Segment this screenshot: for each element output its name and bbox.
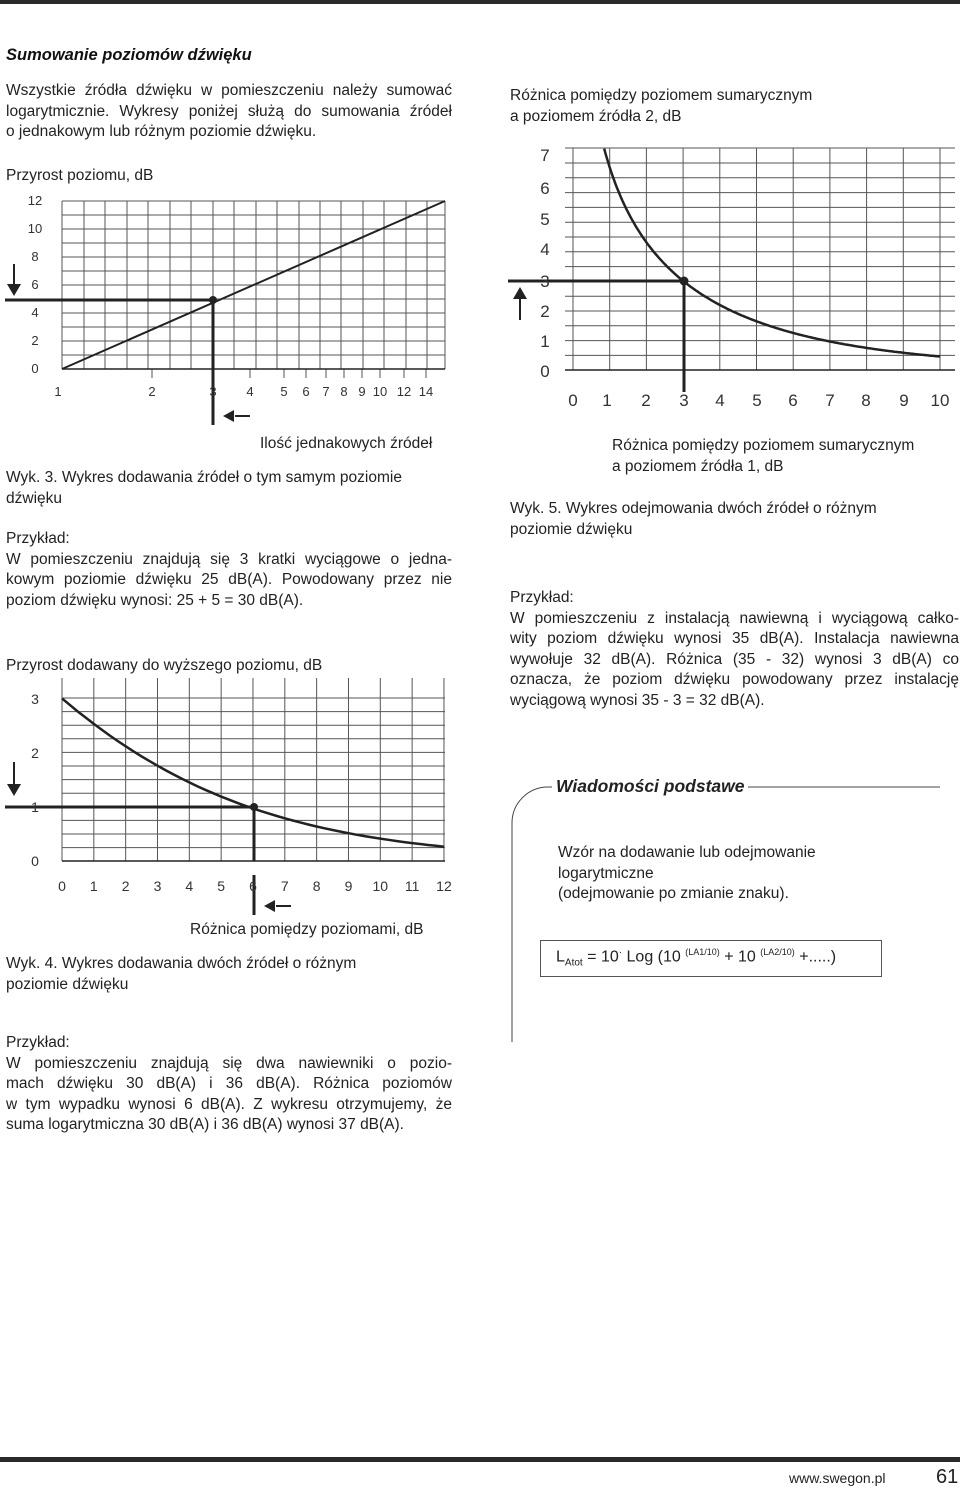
y-tick-label: 3 (31, 691, 39, 707)
top-rule (0, 0, 960, 4)
arrow-down-icon (7, 284, 21, 296)
chart3-graph (0, 185, 470, 450)
example-line: w tym wypadku wynosi 6 dB(A). Z wykresu otrzymujemy, że (6, 1095, 452, 1113)
bottom-rule (0, 1457, 960, 1462)
y-tick-label: 0 (540, 362, 550, 381)
y-tick-label: 8 (31, 249, 39, 264)
chart5-point (680, 277, 689, 286)
chart5-caption (510, 499, 960, 540)
x-tick-label: 0 (58, 878, 66, 894)
y-tick-label: 2 (540, 302, 550, 321)
xlabel-line: Różnica pomiędzy poziomem sumarycznym (612, 437, 915, 454)
y-tick-label: 1 (540, 332, 550, 351)
x-tick-label: 12 (396, 384, 412, 399)
x-tick-label: 2 (148, 384, 156, 399)
example-line: W pomieszczeniu z instalacją nawiewną i wyciągową całko- (510, 609, 959, 627)
caption-line: dźwięku (6, 489, 62, 507)
formula-subscript: Atot (564, 957, 583, 969)
x-tick-label: 0 (568, 391, 578, 410)
ylabel-line: Różnica pomiędzy poziomem sumarycznym (510, 87, 813, 104)
x-tick-label: 9 (344, 878, 353, 894)
y-tick-label: 0 (31, 853, 39, 869)
intro-line: Wszystkie źródła dźwięku w pomieszczeniu należy sumować (6, 82, 452, 99)
formula-part: +.....) (794, 948, 837, 966)
y-tick-label: 3 (540, 272, 550, 291)
y-tick-label: 4 (31, 305, 39, 320)
x-tick-label: 6 (788, 391, 798, 410)
x-tick-label: 4 (185, 878, 194, 894)
example-line: kowym poziomie dźwięku 25 dB(A). Powodowany przez nie (6, 571, 452, 588)
x-tick-label: 7 (825, 391, 835, 410)
intro-line: o jednakowym lub różnym poziomie dźwięku. (6, 123, 317, 140)
formula-part: + 10 (719, 948, 761, 966)
formula-part: Log (10 (622, 948, 686, 966)
chart3-xlabel: Ilość jednakowych źródeł (260, 435, 433, 452)
arrow-left-icon (223, 410, 234, 422)
y-tick-label: 6 (540, 179, 550, 198)
x-tick-label: 5 (280, 384, 288, 399)
y-tick-label: 4 (540, 240, 550, 259)
x-tick-label: 4 (715, 391, 725, 410)
chart5-ylabel (510, 86, 812, 127)
example-label: Przykład: (6, 1034, 70, 1051)
example-line: suma logarytmiczna 30 dB(A) i 36 dB(A) wynosi 37 dB(A). (6, 1116, 404, 1133)
x-tick-label: 3 (679, 391, 689, 410)
formula (556, 947, 836, 969)
x-tick-label: 1 (89, 878, 98, 894)
formula-part: L (556, 948, 565, 966)
intro-line: logarytmicznie. Wykresy poniżej służą do sumowania źródeł (6, 102, 452, 120)
example-line: W pomieszczeniu znajdują się dwa nawiewniki o pozio- (6, 1054, 452, 1072)
y-tick-label: 1 (31, 799, 39, 815)
x-tick-label: 10 (372, 384, 388, 399)
x-tick-label: 11 (404, 878, 420, 894)
y-tick-label: 2 (31, 745, 39, 761)
xlabel-line: a poziomem źródła 1, dB (612, 457, 784, 475)
example-label: Przykład: (6, 530, 70, 547)
chart4-xlabel: Różnica pomiędzy poziomami, dB (190, 921, 424, 938)
x-tick-label: 2 (641, 391, 651, 410)
chart3-caption (6, 468, 452, 509)
infobox-title: Wiadomości podstawe (552, 776, 748, 797)
example-label: Przykład: (510, 589, 574, 606)
x-tick-label: 4 (246, 384, 254, 399)
intro-paragraph (6, 81, 452, 143)
page-number: 61 (936, 1466, 959, 1488)
x-tick-label: 1 (54, 384, 62, 399)
x-tick-label: 3 (209, 384, 217, 399)
example1 (6, 529, 452, 611)
caption-line: poziomie dźwięku (510, 520, 633, 538)
example2 (6, 1033, 452, 1136)
ylabel-line: a poziomem źródła 2, dB (510, 107, 682, 125)
x-tick-label: 9 (358, 384, 366, 399)
x-tick-label: 8 (340, 384, 348, 399)
infobox-line: (odejmowanie po zmianie znaku). (558, 885, 789, 902)
x-tick-label: 7 (322, 384, 330, 399)
example3 (510, 588, 959, 711)
example-line: oznacza, że poziom dźwięku powodowany przez instalację (510, 671, 959, 688)
caption-line: Wyk. 3. Wykres dodawania źródeł o tym samym poziomie (6, 469, 402, 486)
arrow-up-icon (513, 287, 527, 299)
x-tick-label: 8 (861, 391, 871, 410)
chart4-caption (6, 954, 452, 995)
formula-dot: · (618, 947, 623, 958)
x-tick-label: 12 (436, 878, 452, 894)
infobox-line: logarytmiczne (558, 864, 654, 882)
example-line: mach dźwięku 30 dB(A) i 36 dB(A). Różnica poziomów (6, 1075, 452, 1092)
y-tick-label: 6 (31, 277, 39, 292)
chart3-ylabel: Przyrost poziomu, dB (6, 167, 154, 184)
x-tick-label: 10 (372, 878, 389, 894)
formula-exponent: (LA1/10) (685, 947, 720, 957)
formula-part: = 10 (582, 948, 619, 966)
x-tick-label: 14 (418, 384, 434, 399)
x-tick-label: 10 (930, 391, 950, 410)
chart4-graph (0, 678, 470, 918)
example-line: wity poziom dźwięku wynosi 35 dB(A). Instalacja nawiewna (510, 630, 959, 647)
x-tick-label: 3 (153, 878, 162, 894)
chart5-graph (500, 140, 960, 420)
x-tick-label: 5 (752, 391, 762, 410)
footer-url[interactable]: www.swegon.pl (789, 1470, 886, 1486)
y-tick-label: 5 (540, 210, 550, 229)
chart5-xlabel (612, 436, 914, 477)
y-tick-label: 7 (540, 146, 550, 165)
x-tick-label: 9 (899, 391, 909, 410)
y-tick-label: 12 (27, 193, 43, 208)
infobox-text (558, 843, 816, 905)
infobox-line: Wzór na dodawanie lub odejmowanie (558, 844, 816, 861)
arrow-left-icon (264, 900, 275, 912)
infobox-frame (505, 778, 960, 1048)
chart4-ylabel: Przyrost dodawany do wyższego poziomu, dB (6, 657, 323, 674)
y-tick-label: 10 (27, 221, 43, 236)
chart4-point (250, 803, 258, 811)
y-tick-label: 0 (31, 361, 39, 376)
example-line: wyciągową wynosi 35 - 3 = 32 dB(A). (510, 691, 765, 709)
section-heading: Sumowanie poziomów dźwięku (6, 46, 252, 64)
x-tick-label: 8 (312, 878, 321, 894)
x-tick-label: 6 (249, 878, 257, 894)
x-tick-label: 7 (280, 878, 289, 894)
caption-line: Wyk. 4. Wykres dodawania dwóch źródeł o różnym (6, 955, 357, 972)
x-tick-label: 2 (121, 878, 130, 894)
example-line: poziom dźwięku wynosi: 25 + 5 = 30 dB(A). (6, 591, 304, 609)
chart3-point (209, 296, 217, 304)
formula-exponent: (LA2/10) (760, 947, 795, 957)
arrow-down-icon (7, 784, 21, 796)
example-line: W pomieszczeniu znajdują się 3 kratki wyciągowe o jedna- (6, 550, 452, 568)
caption-line: poziomie dźwięku (6, 975, 129, 993)
y-tick-label: 2 (31, 333, 39, 348)
caption-line: Wyk. 5. Wykres odejmowania dwóch źródeł o różnym (510, 500, 877, 517)
example-line: wywołuje 32 dB(A). Różnica (35 - 32) wynosi 3 dB(A) co (510, 650, 959, 668)
x-tick-label: 1 (602, 391, 612, 410)
x-tick-label: 5 (217, 878, 226, 894)
x-tick-label: 6 (302, 384, 310, 399)
